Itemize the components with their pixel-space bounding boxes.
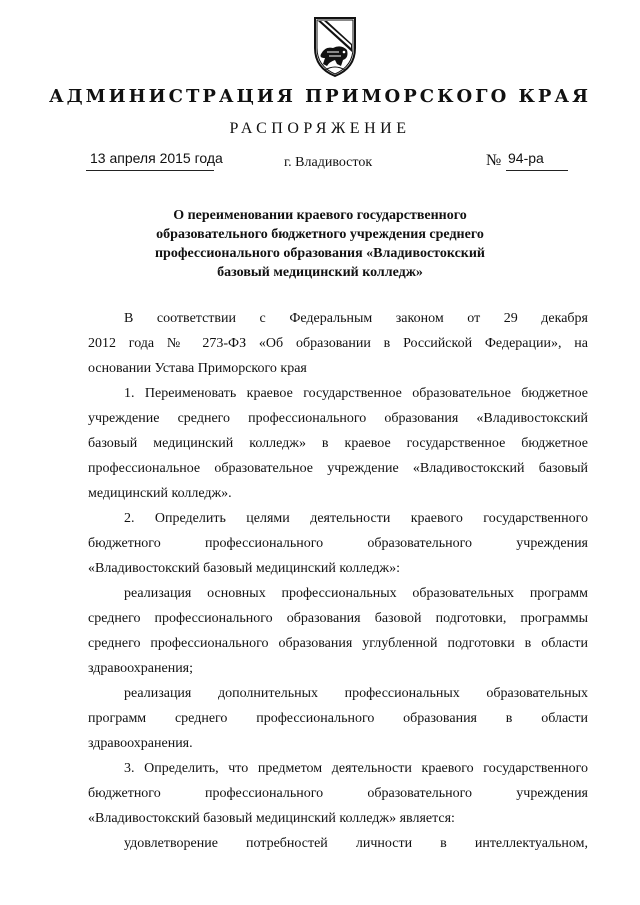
text-line: В соответствии с Федеральным законом от 29 декабря bbox=[124, 311, 588, 326]
primorsky-coat-of-arms-icon bbox=[307, 14, 363, 80]
text-line: программ среднего профессионального образования в области bbox=[88, 711, 588, 726]
number-underline bbox=[506, 170, 568, 171]
text-line: реализация основных профессиональных образовательных программ bbox=[124, 586, 588, 601]
document-number: 94-ра bbox=[508, 150, 544, 166]
title-line: базовый медицинский колледж» bbox=[217, 265, 423, 280]
text-line: здравоохранения; bbox=[88, 661, 194, 676]
number-label: № bbox=[486, 152, 502, 169]
text-line: основании Устава Приморского края bbox=[88, 361, 307, 376]
text-line: профессиональное образовательное учреждение «Владивостокский базовый bbox=[88, 461, 588, 476]
text-line: «Владивостокский базовый медицинский колледж» является: bbox=[88, 811, 455, 826]
text-line: медицинский колледж». bbox=[88, 486, 232, 501]
text-line: «Владивостокский базовый медицинский колледж»: bbox=[88, 561, 400, 576]
text-line: базовый медицинский колледж» в краевое государственное бюджетное bbox=[88, 436, 588, 451]
text-line: здравоохранения. bbox=[88, 736, 193, 751]
text-line: 2. Определить целями деятельности краевого государственного bbox=[124, 511, 588, 526]
organization-name: АДМИНИСТРАЦИЯ ПРИМОРСКОГО КРАЯ bbox=[49, 86, 591, 107]
text-line: среднего профессионального образования базовой подготовки, программы bbox=[88, 611, 588, 626]
title-line: профессионального образования «Владивостокский bbox=[154, 246, 486, 261]
document-date: 13 апреля 2015 года bbox=[90, 150, 223, 166]
document-type: РАСПОРЯЖЕНИЕ bbox=[229, 120, 411, 137]
text-line: 2012 года № 273-ФЗ «Об образовании в Российской Федерации», на bbox=[88, 336, 588, 351]
document-body bbox=[88, 306, 588, 856]
text-line: бюджетного профессионального образовательного учреждения bbox=[88, 536, 588, 551]
title-line: О переименовании краевого государственного bbox=[173, 208, 467, 223]
document-title bbox=[120, 206, 520, 282]
date-underline bbox=[86, 170, 214, 171]
text-line: среднего профессионального образования углубленной подготовки в области bbox=[88, 636, 588, 651]
text-line: 3. Определить, что предметом деятельности краевого государственного bbox=[124, 761, 588, 776]
document-city: г. Владивосток bbox=[284, 155, 373, 170]
text-line: реализация дополнительных профессиональных образовательных bbox=[124, 686, 588, 701]
text-line: удовлетворение потребностей личности в интеллектуальном, bbox=[124, 836, 588, 851]
title-line: образовательного бюджетного учреждения среднего bbox=[156, 227, 484, 242]
text-line: 1. Переименовать краевое государственное образовательное бюджетное bbox=[124, 386, 588, 401]
text-line: бюджетного профессионального образовательного учреждения bbox=[88, 786, 588, 801]
text-line: учреждение среднего профессионального образования «Владивостокский bbox=[88, 411, 588, 426]
